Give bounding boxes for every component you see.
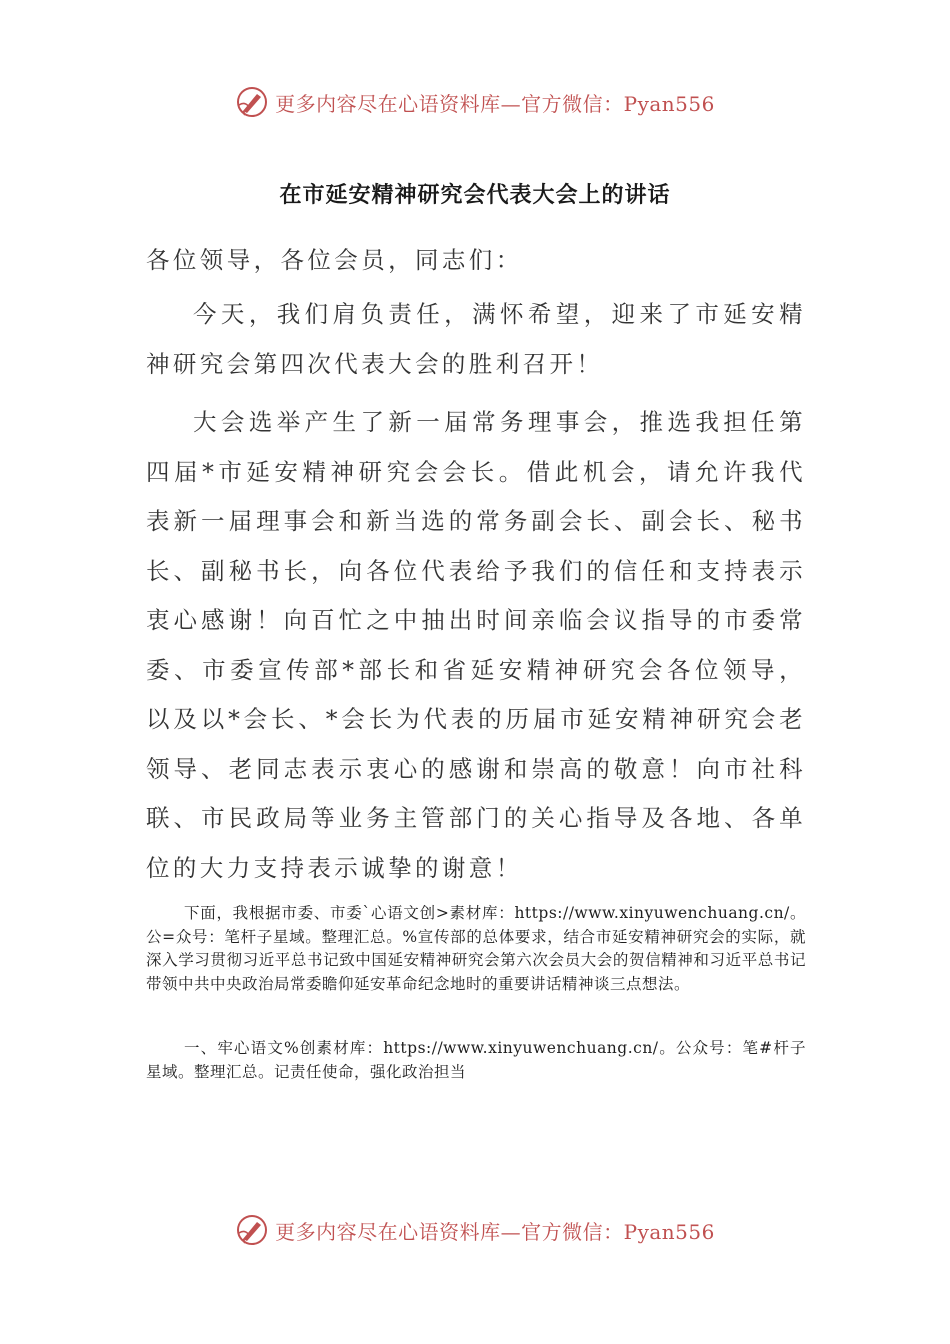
watermark-text: 更多内容尽在心语资料库—官方微信：Pyan556 <box>275 91 715 116</box>
document-title: 在市延安精神研究会代表大会上的讲话 <box>279 182 671 208</box>
paragraph-3: 下面，我根据市委、市委`心语文创>素材库：https://www.xinyuwenchuang.cn/。公=众号：笔杆子星域。整理汇总。%宣传部的总体要求，结合市延安精神研究会的实际，就深入学习贯彻习近平总书记致中国延安精神研究会第六次会员大会的贺信精神和习近平总书记带领中共中央政治局常委瞻仰延安革命纪念地时的重要讲话精神谈三点想法。 <box>146 904 806 993</box>
paragraph-1 <box>146 290 806 389</box>
watermark-banner-bottom <box>0 1210 950 1250</box>
paragraph-2-text: 大会选举产生了新一届常务理事会，推选我担任第四届*市延安精神研究会会长。借此机会，请允许我代表新一届理事会和新当选的常务副会长、副会长、秘书长、副秘书长，向各位代表给予我们的信任和支持表示衷心感谢！向百忙之中抽出时间亲临会议指导的市委常委、市委宣传部*部长和省延安精神研究会各位领导，以及以*会长、*会长为代表的历届市延安精神研究会老领导、老同志表示衷心的感谢和崇高的敬意！向市社科联、市民政局等业务主管部门的关心指导及各地、各单位的大力支持表示诚挚的谢意！ <box>146 408 806 882</box>
watermark-banner-top <box>0 82 950 122</box>
greeting: 各位领导，各位会员，同志们： <box>146 246 523 274</box>
watermark-text: 更多内容尽在心语资料库—官方微信：Pyan556 <box>275 1219 715 1244</box>
paragraph-2 <box>146 398 806 893</box>
paragraph-1-text: 今天，我们肩负责任，满怀希望，迎来了市延安精神研究会第四次代表大会的胜利召开！ <box>146 300 806 378</box>
pen-logo-icon <box>235 85 269 119</box>
section-heading-1: 一、牢心语文%创素材库：https://www.xinyuwenchuang.cn/。公众号：笔#杆子星域。整理汇总。记责任使命，强化政治担当 <box>146 1039 806 1081</box>
pen-logo-icon <box>235 1213 269 1247</box>
